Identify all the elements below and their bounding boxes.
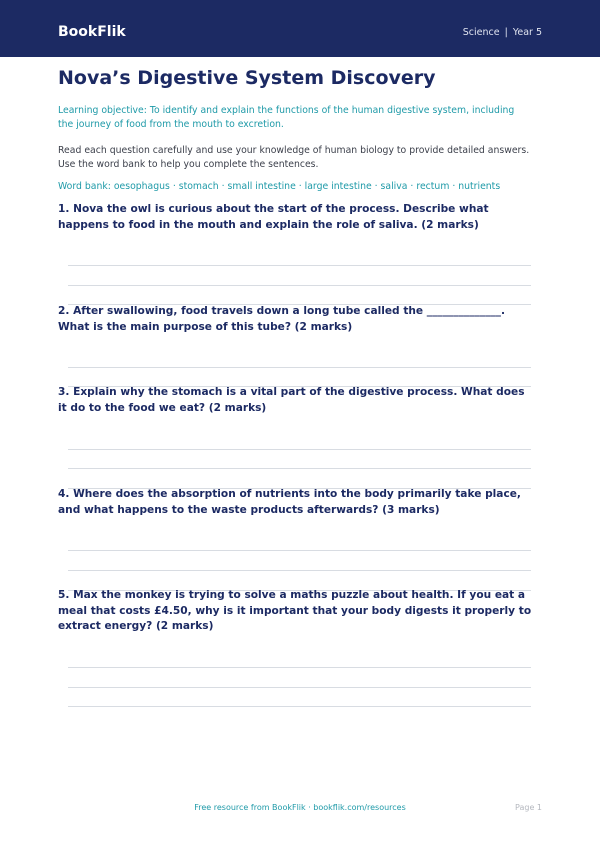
answer-line[interactable] (68, 570, 531, 571)
answer-line[interactable] (68, 706, 531, 707)
instructions: Read each question carefully and use your knowledge of human biology to provide detailed answers. Use the word bank to help you complete the sentences. (58, 145, 530, 170)
page-title: Nova’s Digestive System Discovery (58, 67, 436, 89)
question-1: 1. Nova the owl is curious about the start of the process. Describe what happens to food in the mouth and explain the role of saliva. (2 marks) (58, 203, 489, 231)
answer-line[interactable] (68, 550, 531, 551)
brand-logo: BookFlik (58, 24, 126, 40)
question-4: 4. Where does the absorption of nutrients into the body primarily take place, and what happens to the waste products afterwards? (3 marks) (58, 488, 521, 516)
answer-line[interactable] (68, 285, 531, 286)
subject-year-label (463, 26, 542, 40)
question-3: 3. Explain why the stomach is a vital part of the digestive process. What does it do to the food we eat? (2 marks) (58, 386, 525, 414)
page-number: Page 1 (515, 803, 542, 812)
question-5: 5. Max the monkey is trying to solve a maths puzzle about health. If you eat a meal that costs £4.50, why is it important that your body digests it properly to extract energy? (2 marks) (58, 589, 532, 632)
question-2: 2. After swallowing, food travels down a long tube called the ______________. What is the main purpose of this tube? (2 marks) (58, 305, 505, 333)
page-header (0, 0, 600, 57)
answer-line[interactable] (68, 687, 531, 688)
answer-line[interactable] (68, 265, 531, 266)
learning-objective: Learning objective: To identify and explain the functions of the human digestive system, including the journey of food from the mouth to excretion. (58, 105, 515, 130)
answer-line[interactable] (68, 468, 531, 469)
year-label: Year 5 (512, 27, 542, 38)
footer-resource-link[interactable]: Free resource from BookFlik · bookflik.com/resources (194, 803, 406, 812)
separator: | (504, 27, 508, 38)
answer-line[interactable] (68, 367, 531, 368)
answer-line[interactable] (68, 449, 531, 450)
word-bank: Word bank: oesophagus · stomach · small intestine · large intestine · saliva · rectum · nutrients (58, 181, 501, 192)
answer-line[interactable] (68, 667, 531, 668)
subject-label: Science (462, 27, 500, 38)
worksheet-intro (58, 64, 532, 194)
